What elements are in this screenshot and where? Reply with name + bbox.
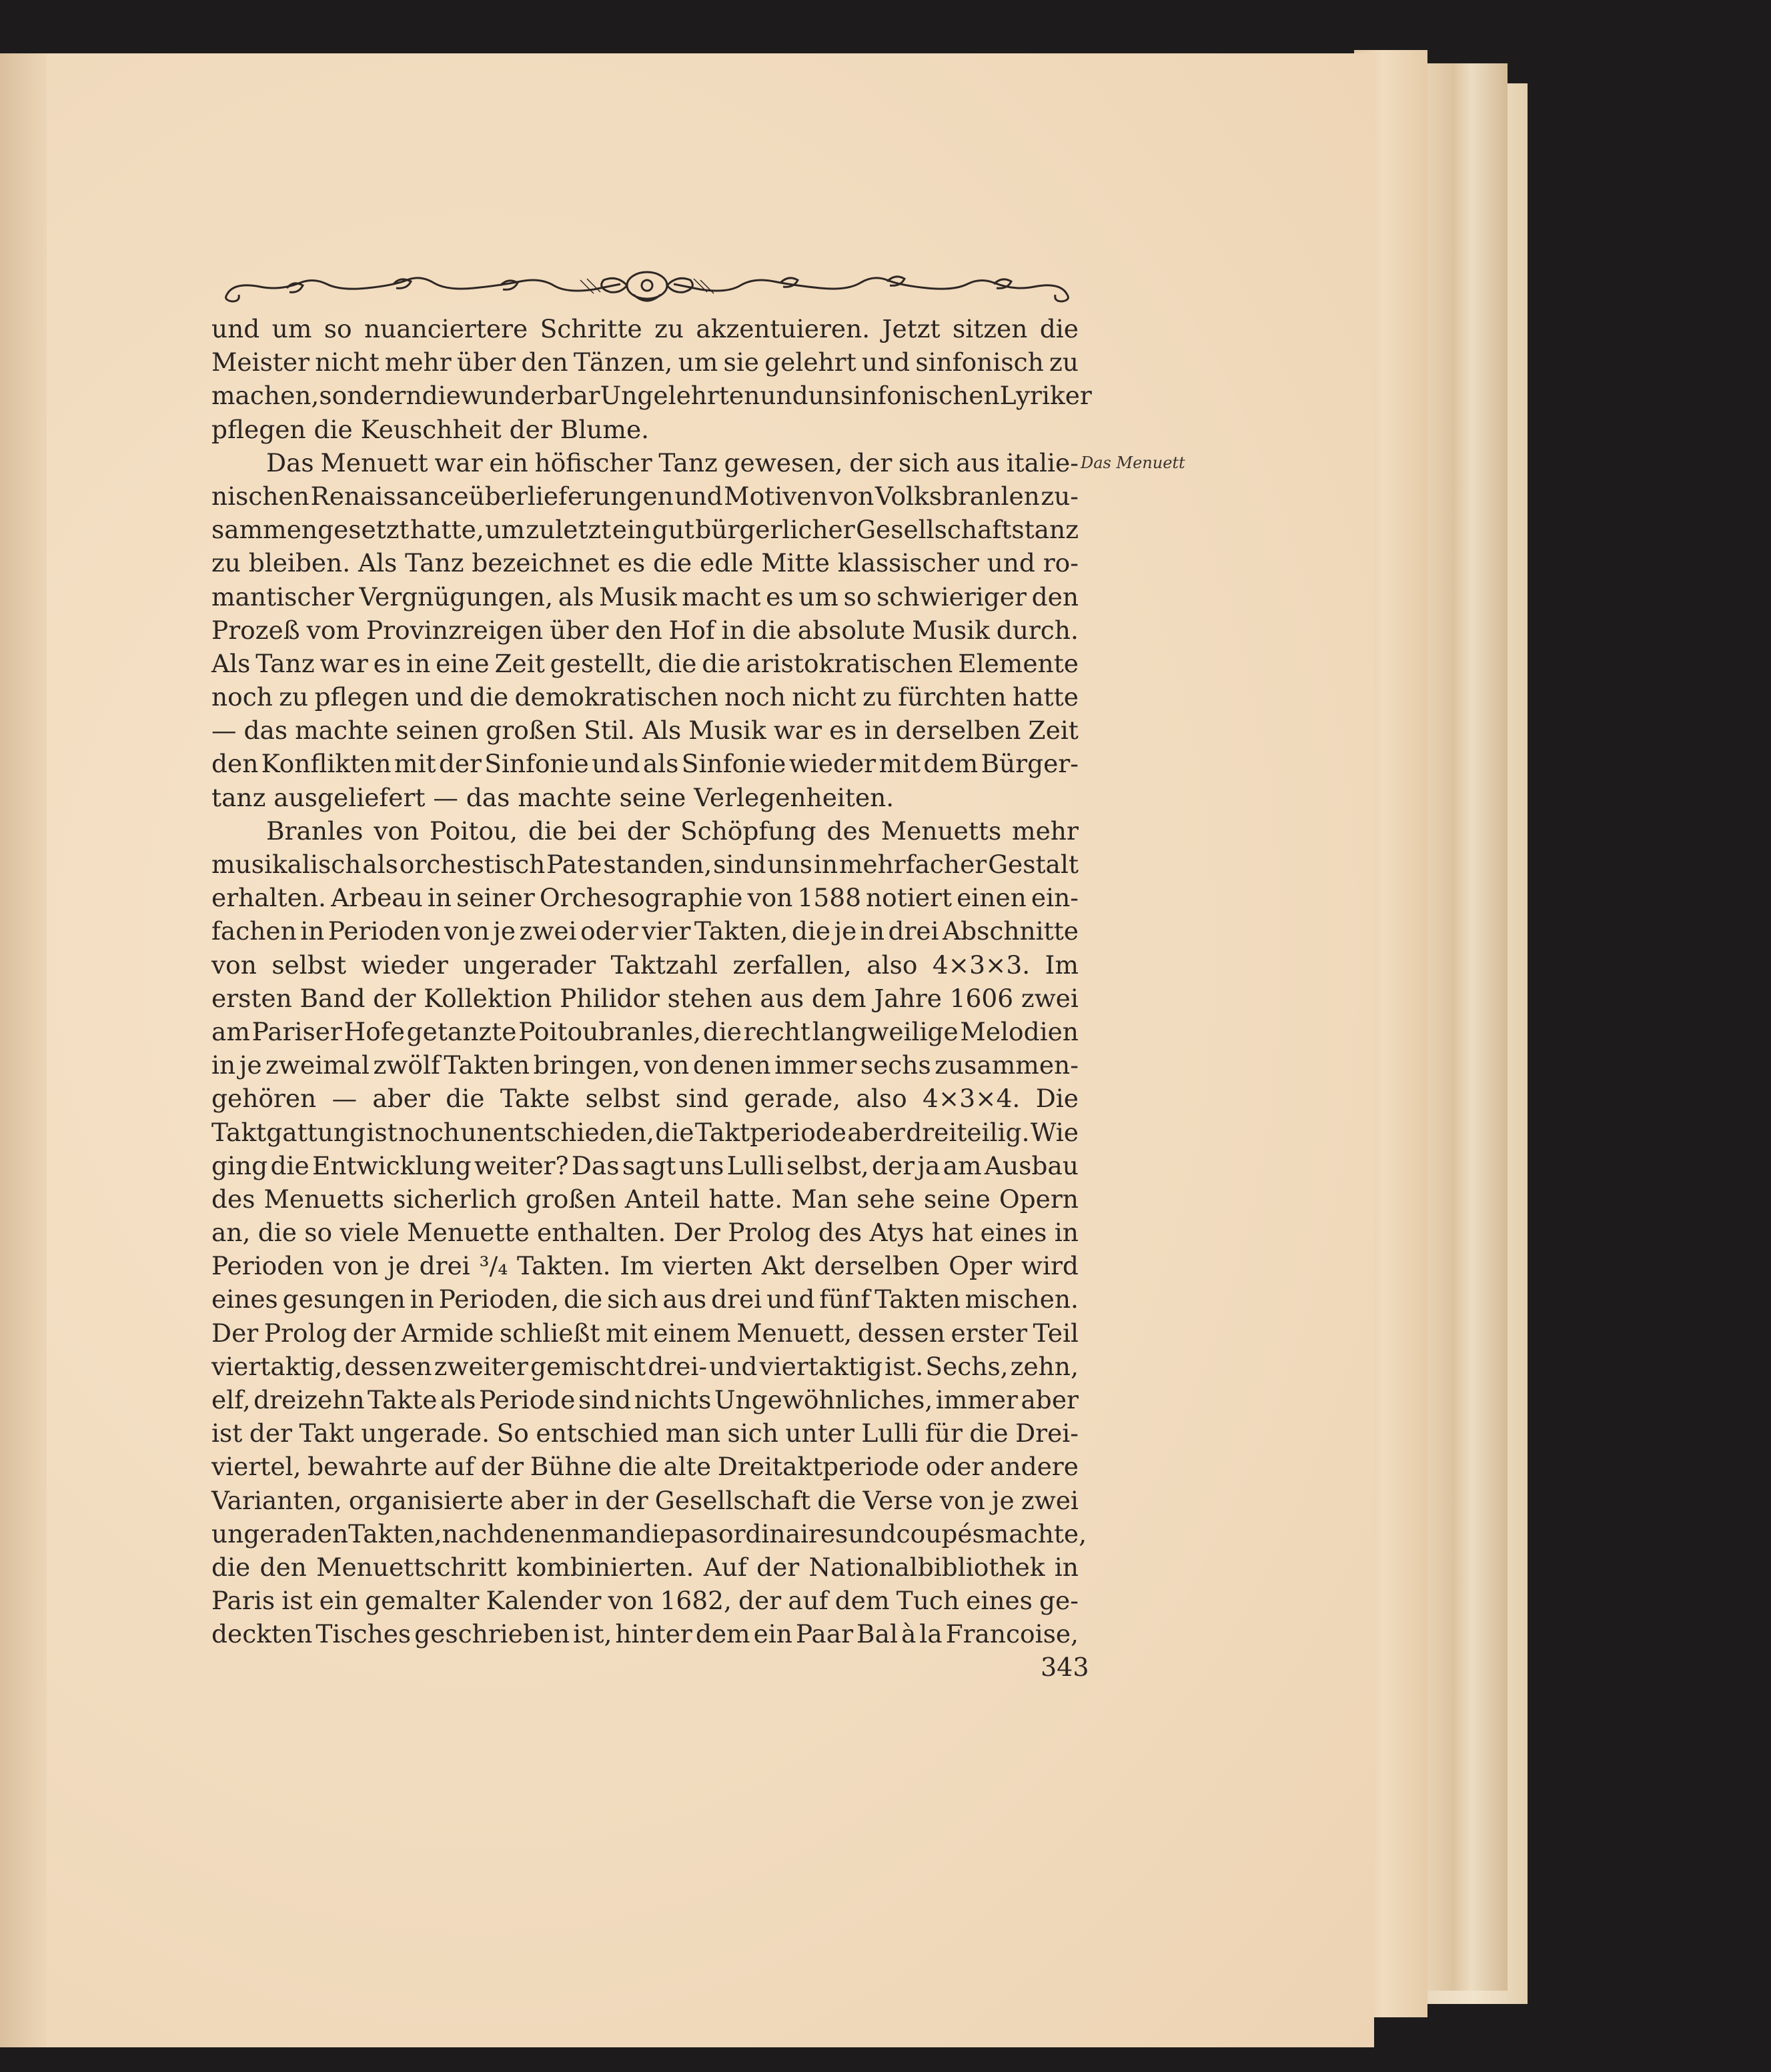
text-line: Paris ist ein gemalter Kalender von 1682, der auf dem Tuch eines ge- [211, 1586, 1079, 1616]
text-line: Das Menuett war ein höfischer Tanz gewesen, der sich aus italie- [266, 447, 1079, 477]
text-line: musikalisch als orchestisch Pate standen, sind uns in mehrfacher Gestalt [211, 850, 1079, 879]
text-line: tanz ausgeliefert — das machte seine Verlegenheiten. [211, 782, 895, 812]
text-line: elf, dreizehn Takte als Periode sind nichts Ungewöhnliches, immer aber [211, 1385, 1079, 1414]
text-line: Prozeß vom Provinzreigen über den Hof in die absolute Musik durch. [211, 615, 1079, 645]
text-line: — das machte seinen großen Stil. Als Musik war es in derselben Zeit [211, 716, 1079, 746]
text-line: die den Menuettschritt kombinierten. Auf der Nationalbibliothek in [211, 1552, 1079, 1582]
page-gutter [0, 53, 47, 2047]
text-line: erhalten. Arbeau in seiner Orchesographie von 1588 notiert einen ein- [211, 883, 1079, 913]
text-line: Perioden von je drei ³/₄ Takten. Im vierten Akt derselben Oper wird [211, 1251, 1079, 1281]
text-line: nischen Renaissanceüberlieferungen und Motiven von Volksbranlen zu- [211, 481, 1079, 511]
text-line: Varianten, organisierte aber in der Gesellschaft die Verse von je zwei [211, 1485, 1079, 1515]
text-line: gehören — aber die Takte selbst sind gerade, also 4×3×4. Die [211, 1084, 1079, 1114]
text-line: mantischer Vergnügungen, als Musik macht es um so schwieriger den [211, 582, 1079, 612]
text-line: Meister nicht mehr über den Tänzen, um sie gelehrt und sinfonisch zu [211, 347, 1079, 377]
text-line: pflegen die Keuschheit der Blume. [211, 414, 650, 444]
text-line: ist der Takt ungerade. So entschied man sich unter Lulli für die Drei- [211, 1418, 1079, 1448]
body-text [211, 312, 1092, 1651]
text-line: zu bleiben. Als Tanz bezeichnet es die edle Mitte klassischer und ro- [211, 548, 1079, 578]
text-line: viertaktig, dessen zweiter gemischt drei- und viertaktig ist. Sechs, zehn, [211, 1351, 1079, 1381]
text-line: den Konflikten mit der Sinfonie und als Sinfonie wieder mit dem Bürger- [211, 749, 1079, 779]
text-line: in je zweimal zwölf Takten bringen, von denen immer sechs zusammen- [211, 1050, 1079, 1080]
text-line: an, die so viele Menuette enthalten. Der Prolog des Atys hat eines in [211, 1218, 1079, 1248]
text-line: Branles von Poitou, die bei der Schöpfung des Menuetts mehr [266, 816, 1079, 846]
page-number: 343 [1041, 1653, 1089, 1682]
margin-note: Das Menuett [1081, 453, 1185, 472]
text-line: noch zu pflegen und die demokratischen noch nicht zu fürchten hatte [211, 682, 1079, 712]
text-line: ging die Entwicklung weiter? Das sagt uns Lulli selbst, der ja am Ausbau [211, 1150, 1079, 1180]
text-line: fachen in Perioden von je zwei oder vier Takten, die je in drei Abschnitte [211, 916, 1079, 946]
text-line: sammengesetzt hatte, um zuletzt ein gut bürgerlicher Gesellschaftstanz [211, 515, 1079, 545]
text-line: am Pariser Hofe getanzte Poitoubranles, die recht langweilige Melodien [211, 1016, 1079, 1046]
text-line: und um so nuanciertere Schritte zu akzentuieren. Jetzt sitzen die [211, 314, 1079, 343]
text-line: ersten Band der Kollektion Philidor stehen aus dem Jahre 1606 zwei [211, 983, 1079, 1013]
text-line: eines gesungen in Perioden, die sich aus drei und fünf Takten mischen. [211, 1284, 1079, 1314]
text-line: des Menuetts sicherlich großen Anteil hatte. Man sehe seine Opern [211, 1184, 1079, 1214]
text-line: von selbst wieder ungerader Taktzahl zerfallen, also 4×3×3. Im [211, 950, 1079, 980]
text-line: viertel, bewahrte auf der Bühne die alte Dreitaktperiode oder andere [211, 1452, 1079, 1482]
text-line: machen, sondern die wunderbar Ungelehrten und unsinfonischen Lyriker [211, 381, 1092, 411]
text-line: Taktgattung ist noch unentschieden, die Taktperiode aber dreiteilig. Wie [211, 1117, 1079, 1147]
text-line: deckten Tisches geschrieben ist, hinter dem ein Paar Bal à la Francoise, [211, 1619, 1079, 1649]
text-line: Als Tanz war es in eine Zeit gestellt, die die aristokratischen Elemente [211, 648, 1079, 678]
text-line: Der Prolog der Armide schließt mit einem Menuett, dessen erster Teil [211, 1318, 1079, 1348]
text-line: ungeraden Takten, nach denen man die pas ordinaires und coupés machte, [211, 1518, 1087, 1548]
decorative-ornament-icon [220, 268, 1074, 308]
